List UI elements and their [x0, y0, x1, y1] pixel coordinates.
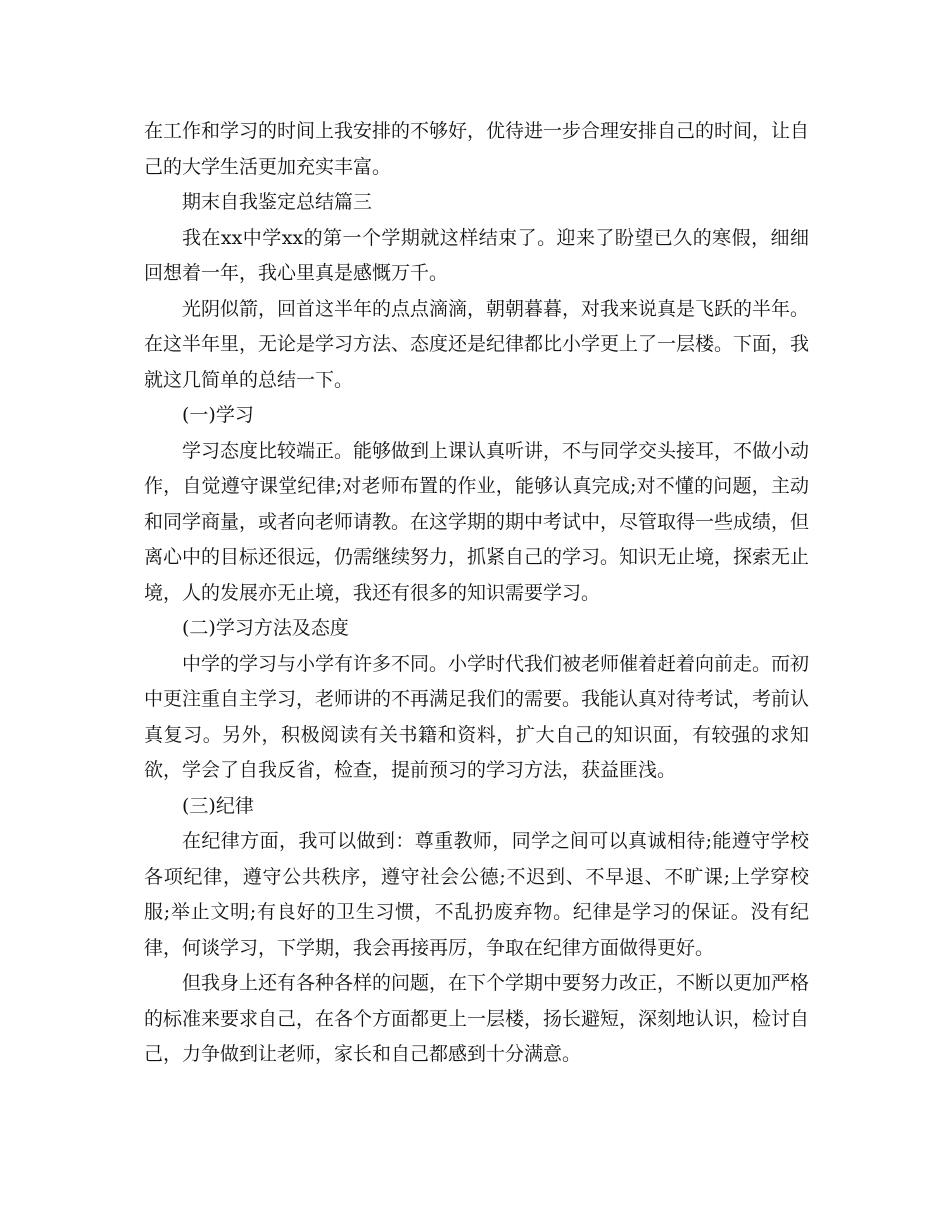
paragraph: 中学的学习与小学有许多不同。小学时代我们被老师催着赶着向前走。而初中更注重自主学习，老师讲的不再满足我们的需要。我能认真对待考试，考前认真复习。另外，积极阅读有关书籍和资料，扩大自己的知识面，有较强的求知欲，学会了自我反省，检查，提前预习的学习方法，获益匪浅。: [144, 652, 810, 781]
paragraph: 学习态度比较端正。能够做到上课认真听讲，不与同学交头接耳，不做小动作，自觉遵守课堂纪律;对老师布置的作业，能够认真完成;对不懂的问题，主动和同学商量，或者向老师请教。在这学期的期中考试中，尽管取得一些成绩，但离心中的目标还很远，仍需继续努力，抓紧自己的学习。知识无止境，探索无止境，人的发展亦无止境，我还有很多的知识需要学习。: [144, 439, 810, 604]
paragraph: 我在xx中学xx的第一个学期就这样结束了。迎来了盼望已久的寒假，细细回想着一年，我心里真是感慨万千。: [144, 226, 809, 284]
subheading-methods: (二)学习方法及态度: [182, 617, 349, 639]
paragraph: 在纪律方面，我可以做到：尊重教师，同学之间可以真诚相待;能遵守学校各项纪律，遵守公共秩序，遵守社会公德;不迟到、不早退、不旷课;上学穿校服;举止文明;有良好的卫生习惯，不乱扔废弃物。纪律是学习的保证。没有纪律，何谈学习，下学期，我会再接再厉，争取在纪律方面做得更好。: [144, 830, 809, 959]
section-heading: 期末自我鉴定总结篇三: [182, 191, 373, 213]
document-body: [144, 114, 809, 1073]
subheading-discipline: (三)纪律: [182, 794, 254, 817]
paragraph: 但我身上还有各种各样的问题，在下个学期中要努力改正，不断以更加严格的标准来要求自己，在各个方面都更上一层楼，扬长避短，深刻地认识，检讨自己，力争做到让老师，家长和自己都感到十分满意。: [144, 972, 810, 1065]
subheading-study: (一)学习: [182, 404, 254, 426]
paragraph-continuation: 在工作和学习的时间上我安排的不够好，优待进一步合理安排自己的时间，让自己的大学生活更加充实丰富。: [144, 120, 810, 178]
paragraph: 光阴似箭，回首这半年的点点滴滴，朝朝暮暮，对我来说真是飞跃的半年。在这半年里，无论是学习方法、态度还是纪律都比小学更上了一层楼。下面，我就这几简单的总结一下。: [144, 297, 810, 391]
